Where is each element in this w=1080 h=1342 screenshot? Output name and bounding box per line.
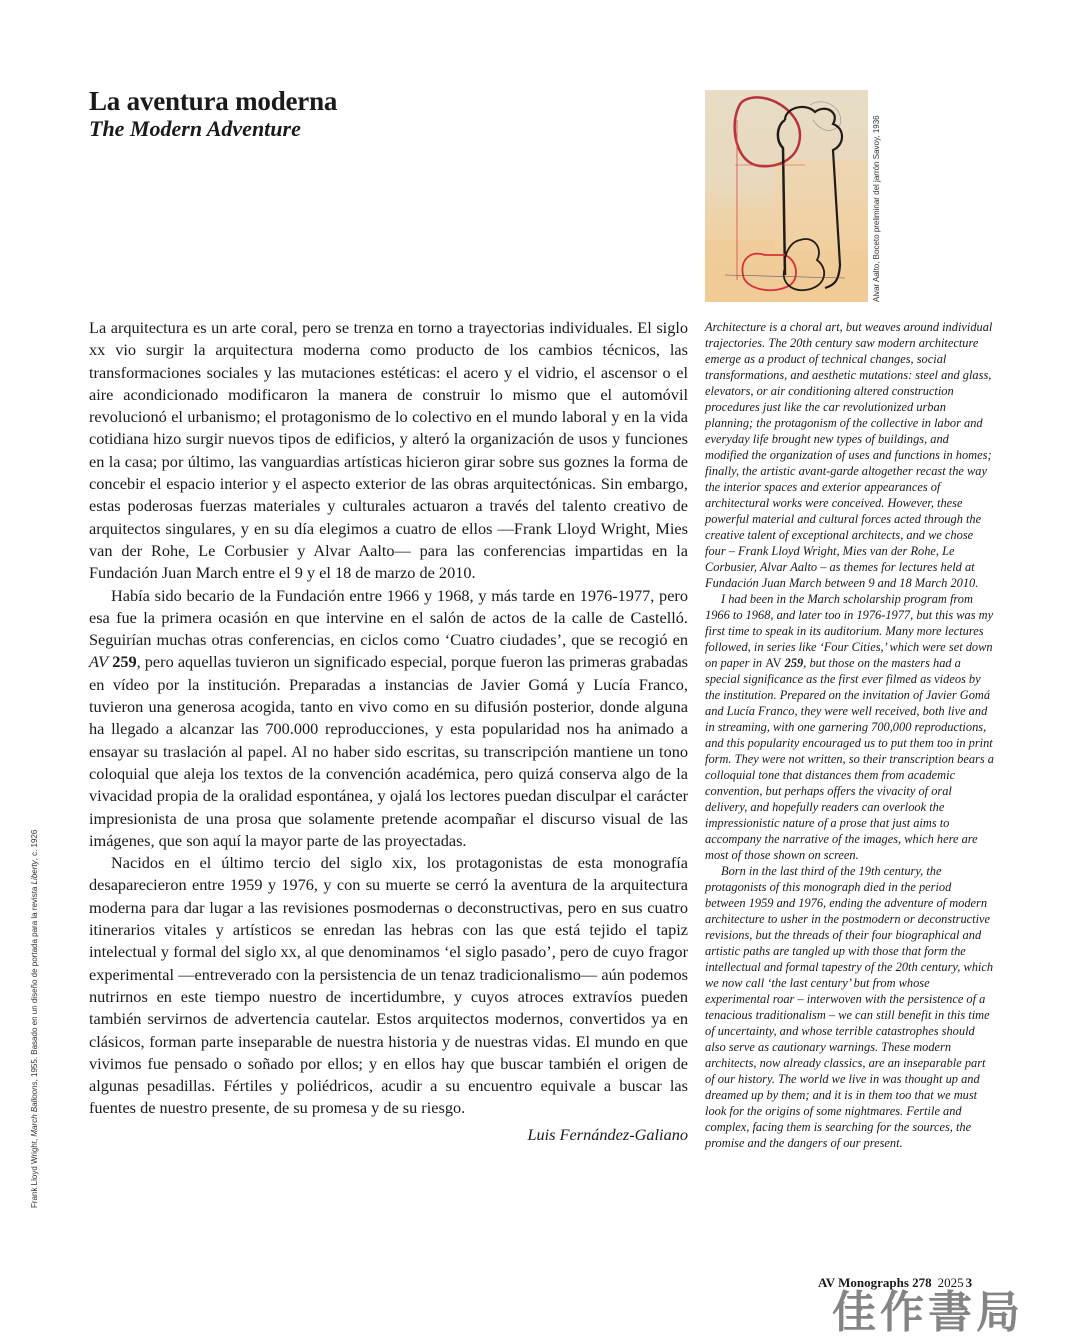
page-number: 3 (965, 1275, 973, 1290)
spanish-text-column (89, 317, 688, 1146)
paragraph: Nacidos en el último tercio del siglo xix, los protagonistas de esta monografía desaparecieron entre 1959 y 1976, y con su muerte se cerró la aventura de la arquitectura moderna para dar lugar a las revisiones posmodernas o deconstructivas, pero en sus cuatro itinerarios vitales y artísticos se enredan las hebras con las que está tejido el tapiz intelectual y formal del siglo xx, al que denominamos ‘el siglo pasado’, pero de cuyo fragor experimental —entreverado con la persistencia de un tenaz tradicionalismo— aún podemos nutrirnos en este tiempo nuestro de incertidumbre, y cuyos atroces extravíos pueden también servirnos de advertencia cautelar. Estos arquitectos modernos, convertidos ya en clásicos, forman parte inseparable de nuestra historia y de nuestras vidas. El mundo en que vivimos fue pensado o soñado por ellos; y en ellos hay que buscar también el origen de algunas pesadillas. Fértiles y poliédricos, acudir a su encuentro equivale a buscar las fuentes de nuestro presente, de su promesa y de su riesgo. (89, 853, 688, 1118)
page-subtitle: The Modern Adventure (89, 116, 301, 141)
issue-number: 259 (112, 652, 137, 672)
paragraph: Architecture is a choral art, but weaves around individual trajectories. The 20th century saw modern architecture emerge as a product of technical changes, social transformations, and aesthetic mutations: steel and glass, elevators, or air conditioning altered construction procedures just like the car revolutionized urban planning; the protagonism of the collective in labor and everyday life brought new types of buildings, and modified the organization of uses and functions in homes; finally, the artistic avant-garde altogether recast the way the interior spaces and exterior appearances of architectural works were conceived. However, these powerful material and cultural forces acted through the creative talent of exceptional architects, and we chose four – Frank Lloyd Wright, Mies van der Rohe, Le Corbusier, Alvar Aalto – as themes for lectures held at Fundación Juan March between 9 and 18 March 2010. (705, 320, 993, 590)
page-title: La aventura moderna (89, 86, 338, 116)
publication-name: AV Monographs 278 (818, 1275, 932, 1290)
magazine-name: AV (765, 656, 782, 670)
paragraph: Había sido becario de la Fundación entre 1966 y 1968, y más tarde en 1976-1977, pero esa fue la primera ocasión en que intervine en el salón de actos de la calle de Castelló. Seguirían muchas otras conferencias, en ciclos como ‘Cuatro ciudades’, que se recogió en AV 259, pero aquellas tuvieron un significado especial, porque fueron las primeras grabadas en vídeo por la institución. Preparadas a instancias de Javier Gomá y Lucía Franco, tuvieron una generosa acogida, tanto en vivo como en su difusión posterior, donde alguna ha llegado a alcanzar las 700.000 reproducciones, y esta popularidad nos ha animado a ensayar su traslación al papel. Al no haber sido escritas, su transcripción mantiene un tono coloquial que aleja los textos de la convención académica, pero quizá conserva algo de la vivacidad propia de la oralidad espontánea, y ojalá los lectores puedan disculpar el carácter impresionista de una prosa que solamente pretende acompañar el discurso visual de las imágenes, que son aquí la mayor parte de las proyectadas. (89, 585, 689, 850)
watermark: 佳作書局 (832, 1287, 1024, 1338)
vase-sketch-icon (705, 90, 868, 302)
english-text-column (705, 319, 995, 1151)
side-caption: Frank Lloyd Wright, March Balloons, 1955. Basado en un diseño de portada para la revista Liberty, c. 1926 (30, 829, 39, 1208)
author-signature: Luis Fernández-Galiano (527, 1124, 688, 1144)
paragraph: La arquitectura es un arte coral, pero se trenza en torno a trayectorias individuales. El siglo xx vio surgir la arquitectura moderna como producto de los cambios técnicos, las transformaciones sociales y las mutaciones estéticas: el acero y el vidrio, el ascensor o el aire acondicionado modificaron la manera de construir lo mismo que el automóvil revolucionó el urbanismo; el protagonismo de lo colectivo en el mundo laboral y en la vida cotidiana hizo surgir nuevos tipos de edificios, y alteró la organización de usos y funciones en la casa; por último, las vanguardias artísticas hicieron girar sobre sus goznes la forma de concebir el espacio interior y el aspecto exterior de las obras arquitectónicas. Sin embargo, estas poderosas fuerzas materiales y culturales actuaron a través del talento creativo de arquitectos singulares, y en su día elegimos a cuatro de ellos —Frank Lloyd Wright, Mies van der Rohe, Le Corbusier y Alvar Aalto— para las conferencias impartidas en la Fundación Juan March entre el 9 y el 18 de marzo de 2010. (89, 318, 688, 583)
issue-number: 259 (784, 656, 804, 670)
page-footer (818, 1275, 972, 1291)
paragraph: I had been in the March scholarship program from 1966 to 1968, and later too in 1976-1977, but this was my first time to speak in its auditorium. Many more lectures followed, in series like ‘Four Cities,’ which were set down on paper in AV 259, but those on the masters had a special significance as the first ever filmed as videos by the institution. Prepared on the invitation of Javier Gomá and Lucía Franco, they were well received, both live and in streaming, with one garnering 700,000 reproductions, and this popularity encouraged us to put them too in print form. They were not written, so their transcription bears a colloquial tone that distances them from academic convention, but perhaps offers the vivacity of oral delivery, and hopefully readers can overlook the impressionistic nature of a prose that just aims to accompany the narrative of the images, which here are most of those shown on screen. (705, 592, 994, 862)
magazine-name: AV (89, 652, 109, 672)
paragraph: Born in the last third of the 19th century, the protagonists of this monograph died in the period between 1959 and 1976, ending the adventure of modern architecture to usher in the postmodern or deconstructive revisions, but the threads of their four biographical and artistic paths are tangled up with those that form the intellectual and formal tapestry of the 20th century, which we now call ‘the last century’ but from whose experimental roar – interwoven with the persistence of a tenacious traditionalism – we can still benefit in this time of uncertainty, and whose terrible catastrophes should also serve as cautionary warnings. These modern architects, now already classics, are an inseparable part of our history. The world we live in was thought up and dreamed up by them; and it is in them too that we must look for the origins of some nightmares. Fertile and complex, facing them is searching for the sources, the promise and the dangers of our present. (705, 864, 994, 1150)
figure-caption: Alvar Aalto, Boceto preliminar del jarrón Savoy, 1936 (872, 115, 881, 302)
artwork-image (705, 90, 868, 302)
publication-year: 2025 (937, 1275, 964, 1290)
